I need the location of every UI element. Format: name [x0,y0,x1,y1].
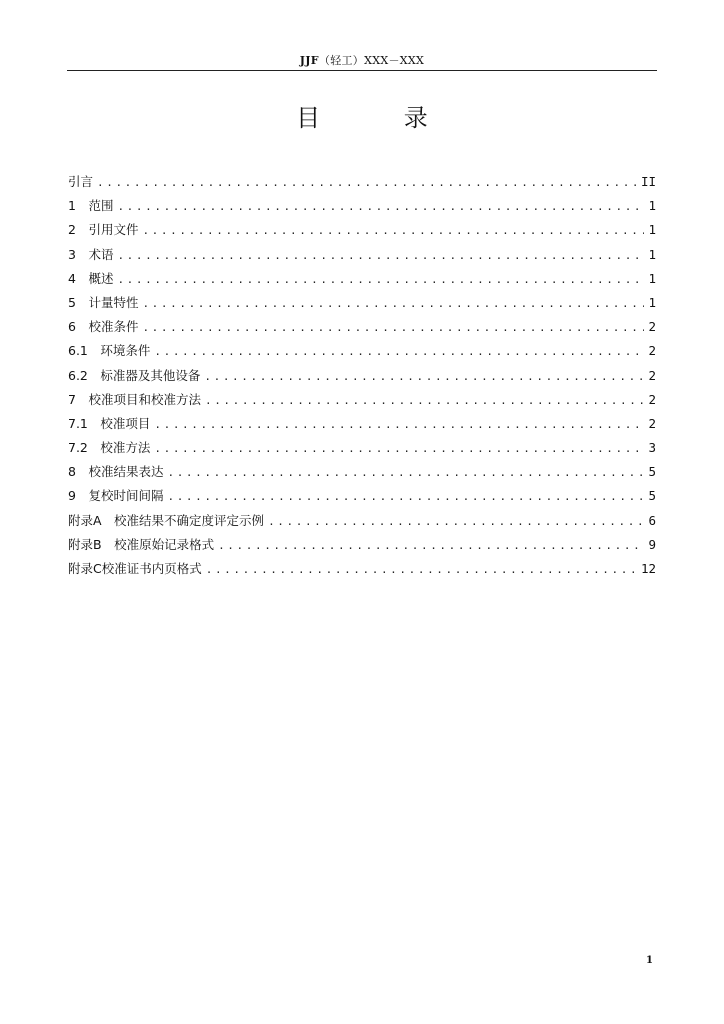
toc-leader-dots [154,340,644,364]
toc-entry-label: 7.1 校准项目 [68,415,151,431]
toc-leader-dots [206,558,637,582]
toc-entry-page: 5 [648,488,656,504]
toc-entry[interactable] [68,291,656,315]
toc-entry-label: 6 校准条件 [68,319,139,335]
toc-entry-page: 1 [648,246,656,262]
toc-entry-label: 7 校准项目和校准方法 [68,391,201,407]
toc-entry-page: 2 [648,319,656,335]
table-of-contents [68,170,656,581]
toc-entry[interactable] [68,557,656,581]
toc-entry[interactable] [68,533,656,557]
toc-leader-dots [218,534,644,558]
toc-entry-page: 6 [648,512,656,528]
toc-leader-dots [117,244,644,268]
toc-entry-page: 2 [648,391,656,407]
toc-leader-dots [154,413,644,437]
toc-entry[interactable] [68,243,656,267]
toc-entry-label: 3 术语 [68,246,114,262]
toc-leader-dots [142,292,644,316]
header-rule [67,70,657,71]
toc-leader-dots [167,485,644,509]
toc-entry[interactable] [68,412,656,436]
toc-entry-label: 附录C校准证书内页格式 [68,561,202,576]
toc-entry[interactable] [68,194,656,218]
toc-entry[interactable] [68,315,656,339]
toc-entry-label: 7.2 校准方法 [68,440,151,456]
toc-leader-dots [205,389,645,413]
toc-entry[interactable] [68,267,656,291]
toc-entry-page: 2 [648,415,656,431]
toc-entry[interactable] [68,460,656,484]
toc-entry-label: 1 范围 [68,198,114,214]
toc-entry-label: 8 校准结果表达 [68,464,164,480]
toc-leader-dots [97,171,637,195]
toc-entry[interactable] [68,364,656,388]
toc-leader-dots [142,219,644,243]
toc-entry-page: 2 [648,343,656,359]
toc-entry-page: 3 [648,440,656,456]
toc-entry-page: 5 [648,464,656,480]
toc-entry-label: 6.2 标准器及其他设备 [68,367,201,383]
toc-entry-label: 5 计量特性 [68,294,139,310]
toc-leader-dots [167,461,644,485]
toc-entry[interactable] [68,436,656,460]
toc-entry[interactable] [68,218,656,242]
toc-entry-label: 9 复校时间间隔 [68,488,164,504]
toc-entry-label: 引言 [68,174,94,189]
toc-entry-label: 2 引用文件 [68,222,139,238]
toc-entry[interactable] [68,339,656,363]
toc-leader-dots [142,316,644,340]
toc-entry-label: 4 概述 [68,270,114,286]
toc-entry-page: 2 [648,367,656,383]
page-header [0,52,724,68]
toc-entry-page: 9 [648,536,656,552]
toc-leader-dots [204,365,644,389]
standard-code: （轻工）XXX－XXX [318,54,425,67]
page-number: 1 [646,955,653,966]
toc-entry[interactable] [68,388,656,412]
toc-entry-label: 附录B 校准原始记录格式 [68,536,215,552]
standard-prefix: JJF [299,54,319,67]
toc-entry-page: 1 [648,294,656,310]
toc-leader-dots [268,510,644,534]
toc-entry[interactable] [68,509,656,533]
toc-entry[interactable] [68,484,656,508]
toc-entry-page: 1 [648,222,656,238]
page-title: 目 录 [296,104,466,132]
toc-entry-label: 附录A 校准结果不确定度评定示例 [68,512,265,528]
toc-leader-dots [117,268,644,292]
toc-leader-dots [154,437,644,461]
toc-entry[interactable] [68,170,656,194]
toc-entry-page: 12 [640,561,656,576]
toc-entry-label: 6.1 环境条件 [68,343,151,359]
toc-entry-page: 1 [648,198,656,214]
toc-entry-page: 1 [648,270,656,286]
toc-entry-page: II [640,174,656,189]
toc-leader-dots [117,195,644,219]
